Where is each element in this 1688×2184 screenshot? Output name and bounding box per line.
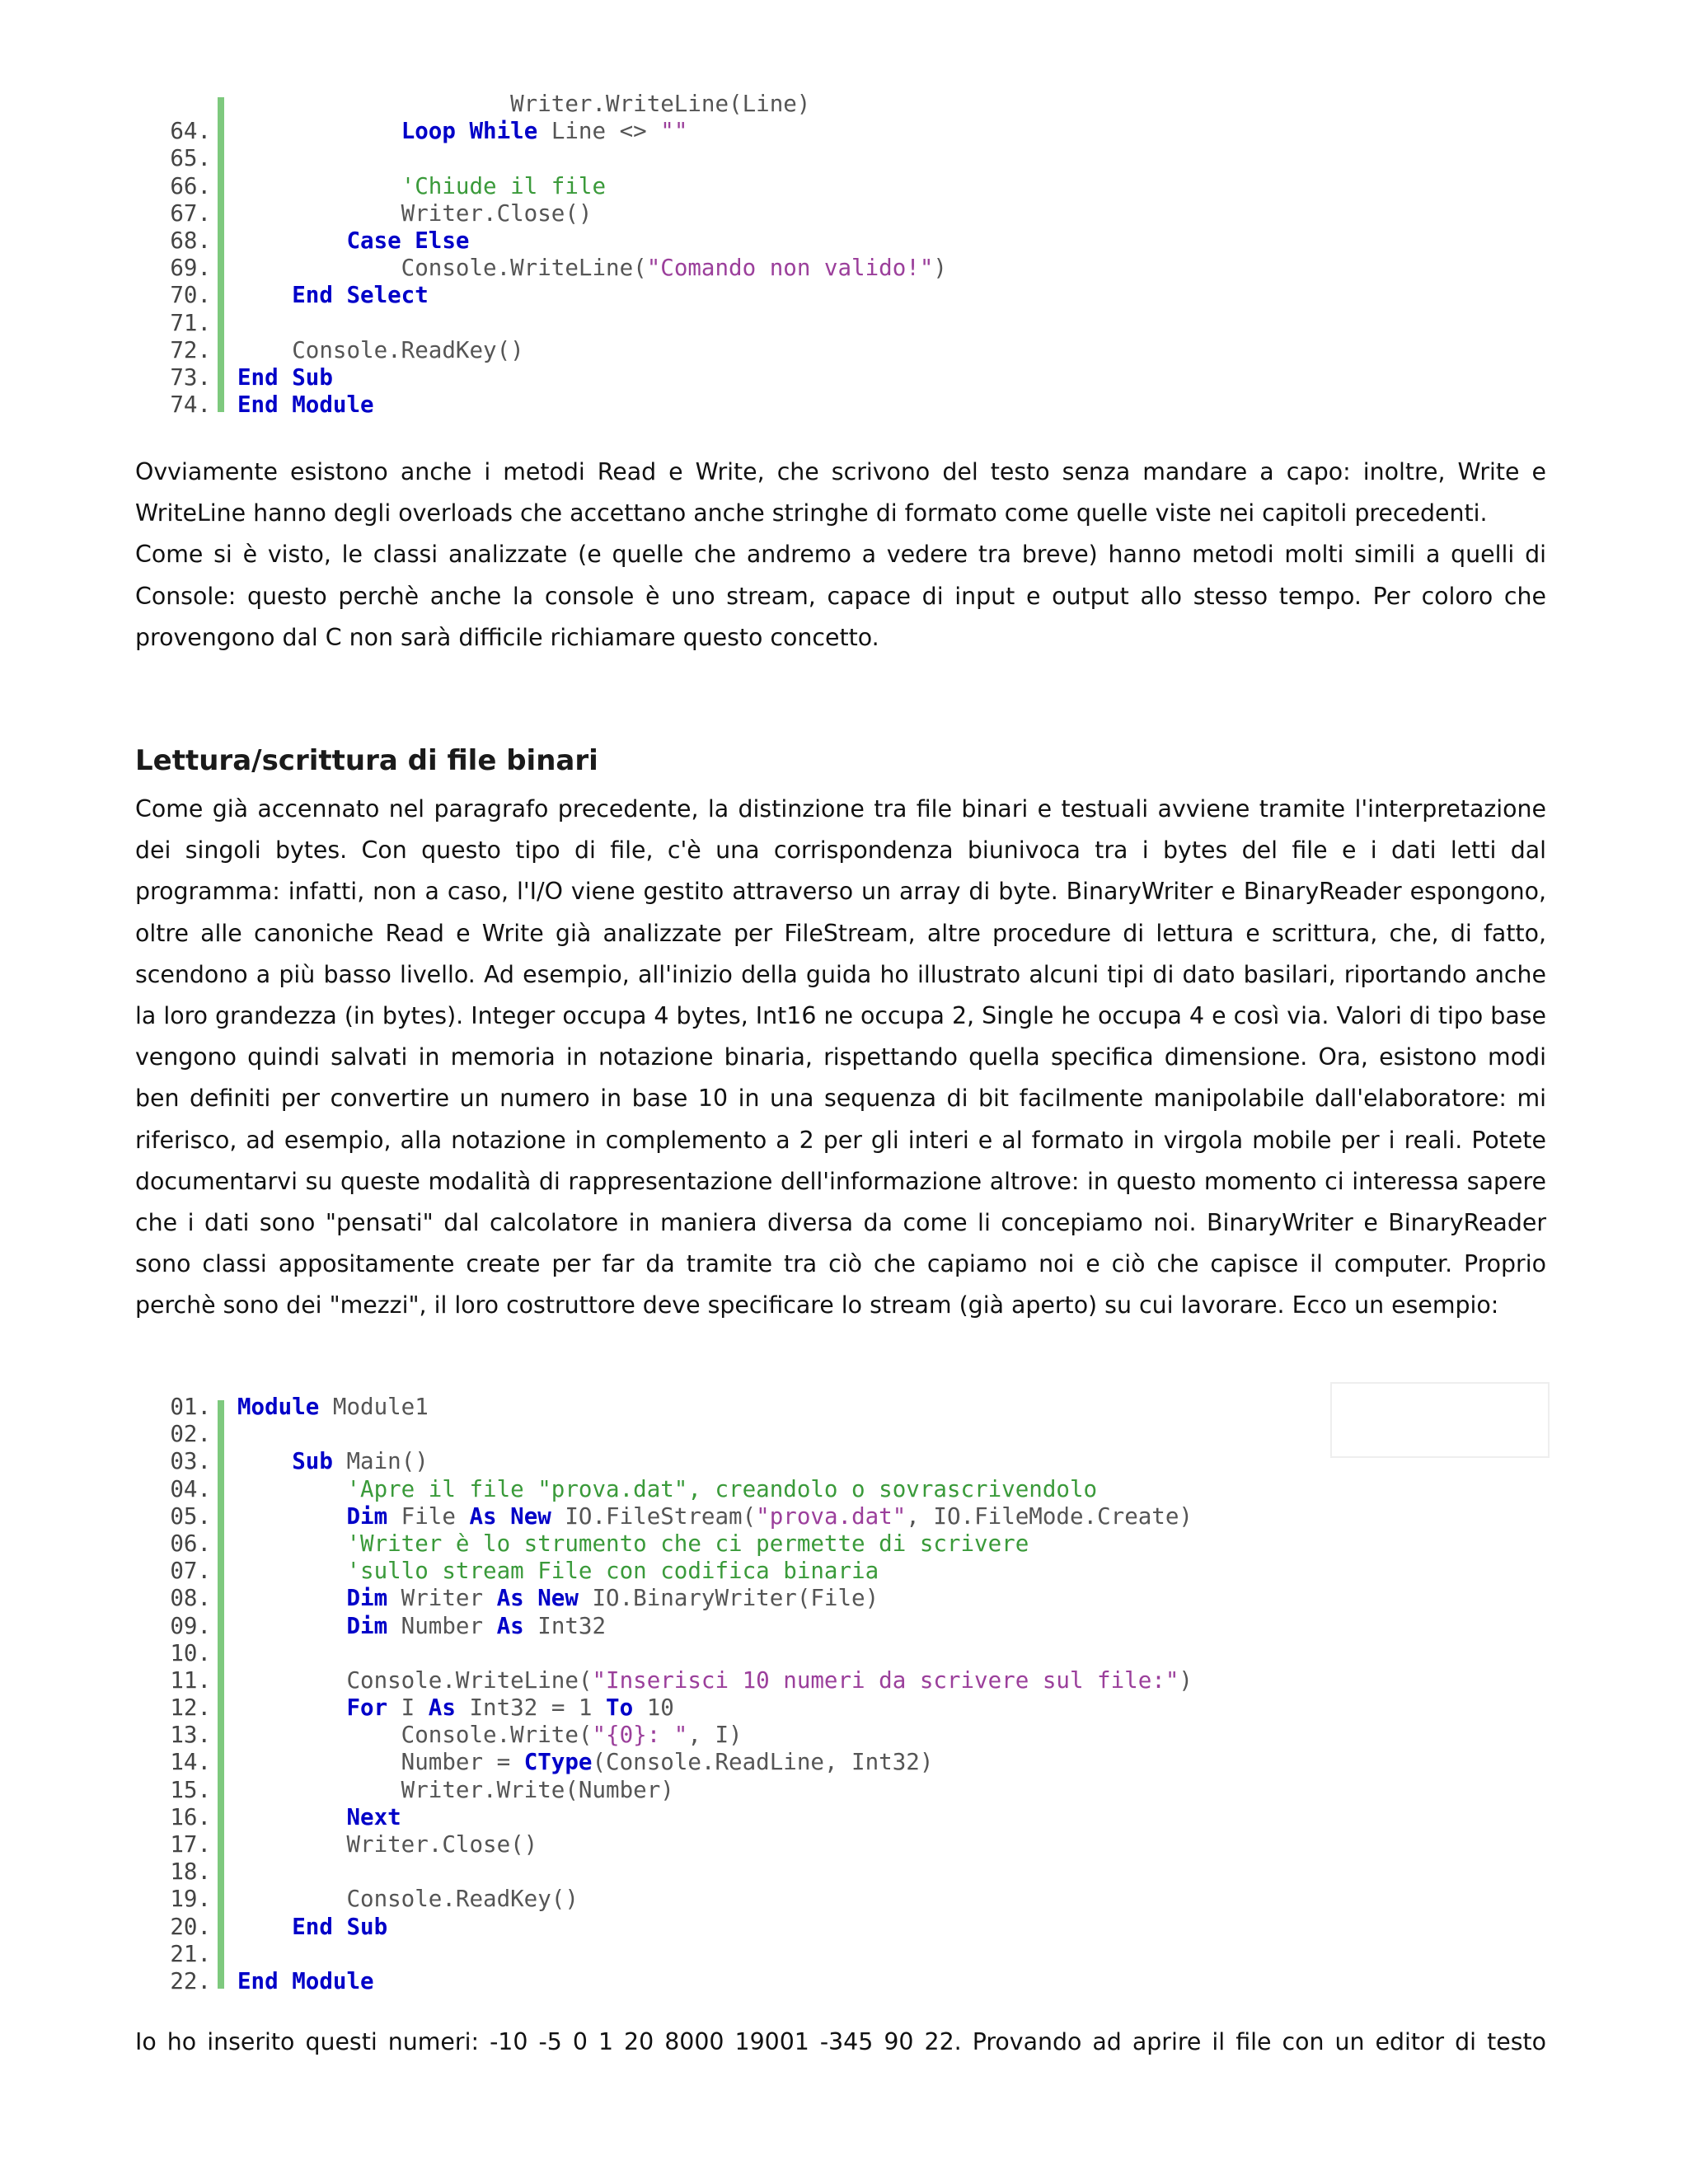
code-line <box>135 1558 1546 1585</box>
code-token <box>237 173 401 199</box>
line-number: 12. <box>170 1694 211 1722</box>
section-heading: Lettura/scrittura di file binari <box>135 744 598 777</box>
code-line <box>135 310 947 337</box>
code-token: Number = <box>237 1749 524 1776</box>
code-string: "{0}: " <box>592 1722 688 1749</box>
line-number: 65. <box>170 145 211 172</box>
code-text <box>211 227 469 255</box>
code-text <box>211 1476 1097 1503</box>
code-lines <box>135 1394 1546 1995</box>
code-token: (Console.ReadLine, Int32) <box>592 1749 934 1776</box>
code-text <box>211 173 606 200</box>
code-line <box>135 145 947 172</box>
code-token <box>237 1558 346 1584</box>
code-text <box>211 145 237 172</box>
line-number: 06. <box>170 1530 211 1557</box>
code-text <box>211 1777 674 1804</box>
code-text <box>211 1394 429 1421</box>
code-text <box>211 1448 429 1475</box>
code-line <box>135 1831 1546 1858</box>
code-text <box>211 1585 879 1612</box>
code-token: Number <box>387 1612 497 1639</box>
line-number: 11. <box>170 1666 211 1694</box>
code-line <box>135 1694 1546 1722</box>
line-number: 01. <box>170 1394 211 1420</box>
line-number: 69. <box>170 255 211 282</box>
code-token: Int32 <box>523 1612 607 1639</box>
code-token: Console.ReadKey() <box>237 1886 579 1913</box>
line-number: 19. <box>170 1886 211 1913</box>
line-number: 18. <box>170 1858 211 1886</box>
code-token: Int32 = 1 <box>455 1694 607 1722</box>
code-text <box>211 282 429 309</box>
code-line <box>135 1503 1546 1530</box>
code-token <box>237 1530 346 1557</box>
line-number: 17. <box>170 1831 211 1858</box>
line-number: 66. <box>170 172 211 199</box>
code-keyword: Sub <box>292 1448 333 1475</box>
code-token <box>237 1503 346 1530</box>
code-line <box>135 1941 1546 1968</box>
code-string: "Comando non valido!" <box>646 255 934 282</box>
code-keyword: Loop While <box>401 118 538 145</box>
code-line <box>135 1530 1546 1558</box>
code-keyword: Dim <box>346 1612 388 1639</box>
code-line <box>135 173 947 200</box>
code-line <box>135 1858 1546 1886</box>
code-text <box>211 1858 237 1886</box>
line-number: 03. <box>170 1448 211 1475</box>
code-lines <box>135 91 947 419</box>
code-keyword: Module <box>237 1394 320 1420</box>
code-token: , I) <box>687 1722 743 1749</box>
line-number: 71. <box>170 309 211 336</box>
code-line <box>135 1914 1546 1941</box>
line-number: 70. <box>170 282 211 309</box>
paragraph: Io ho inserito questi numeri: -10 -5 0 1 20 8000 19001 -345 90 22. Provando ad aprire il file con un editor di testo <box>135 2028 1546 2055</box>
code-token <box>237 1448 292 1474</box>
code-keyword: End Sub <box>292 1913 388 1940</box>
code-keyword: To <box>606 1694 634 1722</box>
code-text <box>211 1941 237 1968</box>
line-number: 07. <box>170 1558 211 1585</box>
code-text <box>211 1831 537 1858</box>
code-token <box>237 282 292 308</box>
code-text <box>211 118 687 145</box>
code-line <box>135 1476 1546 1503</box>
code-token: Writer.WriteLine(Line) <box>237 91 811 117</box>
code-line <box>135 1667 1546 1694</box>
code-keyword: As <box>428 1694 456 1722</box>
code-token <box>237 1694 346 1721</box>
code-line <box>135 1613 1546 1640</box>
code-text <box>211 1914 387 1941</box>
code-text <box>211 200 592 227</box>
code-text <box>211 1421 237 1448</box>
code-line <box>135 1804 1546 1831</box>
code-line <box>135 255 947 282</box>
code-text <box>211 391 374 419</box>
code-text <box>211 1749 933 1776</box>
code-line <box>135 118 947 145</box>
code-text <box>211 1530 1029 1558</box>
code-gutter-bar <box>218 1400 224 1989</box>
code-token: Line <> <box>537 118 661 145</box>
line-number: 74. <box>170 391 211 419</box>
code-line <box>135 227 947 255</box>
line-number: 02. <box>170 1421 211 1448</box>
code-line <box>135 1585 1546 1612</box>
code-token: Console.ReadKey() <box>237 336 524 363</box>
line-number: 13. <box>170 1722 211 1749</box>
code-keyword: Dim <box>346 1585 388 1612</box>
paragraph-group <box>135 789 1546 1327</box>
code-token: IO.BinaryWriter(File) <box>578 1585 879 1612</box>
line-number: 09. <box>170 1612 211 1639</box>
code-text <box>211 310 237 337</box>
code-token: IO.FileStream( <box>551 1502 757 1530</box>
code-token: ) <box>1179 1666 1193 1694</box>
code-line <box>135 282 947 309</box>
code-line <box>135 337 947 364</box>
code-line <box>135 200 947 227</box>
code-text <box>211 1722 743 1749</box>
code-token <box>237 1804 346 1830</box>
code-line <box>135 1722 1546 1749</box>
code-keyword: Next <box>346 1803 401 1830</box>
line-number: 72. <box>170 336 211 363</box>
paragraph-group <box>135 2022 1546 2063</box>
code-text <box>211 1667 1193 1694</box>
code-string: "Inserisci 10 numeri da scrivere sul file:" <box>592 1666 1179 1694</box>
code-text <box>211 1558 879 1585</box>
code-line <box>135 1749 1546 1776</box>
code-token: Console.Write( <box>237 1722 593 1749</box>
code-line <box>135 91 947 118</box>
code-token: Writer <box>387 1585 497 1612</box>
code-token: Module1 <box>319 1394 429 1420</box>
line-number: 04. <box>170 1475 211 1502</box>
code-token: Writer.Write(Number) <box>237 1776 674 1803</box>
line-number: 14. <box>170 1749 211 1776</box>
code-keyword: CType <box>523 1749 593 1776</box>
line-number: 10. <box>170 1639 211 1666</box>
code-string: "prova.dat" <box>756 1502 907 1530</box>
line-number: 16. <box>170 1803 211 1830</box>
code-keyword: End Module <box>237 1967 374 1994</box>
line-number: 20. <box>170 1913 211 1940</box>
code-token <box>237 1613 346 1639</box>
code-line <box>135 1777 1546 1804</box>
code-keyword: End Sub <box>237 363 333 391</box>
code-string: "" <box>660 118 688 145</box>
code-line <box>135 1968 1546 1995</box>
code-comment: 'sullo stream File con codifica binaria <box>346 1558 879 1585</box>
code-text <box>211 255 947 282</box>
code-token: 10 <box>633 1694 674 1722</box>
code-token <box>237 118 401 144</box>
line-number: 22. <box>170 1967 211 1994</box>
code-line <box>135 391 947 419</box>
code-token: Writer.Close() <box>237 199 593 227</box>
code-text <box>211 1503 1193 1530</box>
code-text <box>211 1886 579 1913</box>
code-text <box>211 91 810 118</box>
line-number: 64. <box>170 118 211 145</box>
code-token: Main() <box>332 1448 429 1475</box>
paragraph: Ovviamente esistono anche i metodi Read e Write, che scrivono del testo senza mandare a capo: inoltre, Write e WriteLine hanno degli overloads che accettano anche stringhe di formato come quelle viste nei capitoli precedenti. <box>135 458 1546 527</box>
code-keyword: As <box>496 1612 524 1639</box>
code-gutter-bar <box>218 97 224 412</box>
code-token: Writer.Close() <box>237 1831 538 1858</box>
line-number: 05. <box>170 1502 211 1530</box>
line-number: 73. <box>170 363 211 391</box>
code-token <box>237 1914 292 1940</box>
code-token: I <box>387 1694 429 1722</box>
code-token <box>237 227 346 254</box>
code-keyword: End Select <box>292 282 429 309</box>
line-number: 15. <box>170 1776 211 1803</box>
paragraph: Come si è visto, le classi analizzate (e quelle che andremo a vedere tra breve) hanno metodi molti simili a quelli di Console: questo perchè anche la console è uno stream, capace di input e output allo stesso tempo. Per coloro che provengono dal C non sarà difficile richiamare questo concetto. <box>135 541 1546 651</box>
line-number: 68. <box>170 227 211 254</box>
line-number: 67. <box>170 199 211 227</box>
code-token: File <box>387 1502 470 1530</box>
code-keyword: Case Else <box>346 227 470 254</box>
code-token <box>237 1585 346 1611</box>
line-number: 21. <box>170 1940 211 1967</box>
code-line <box>135 1640 1546 1667</box>
line-number: 08. <box>170 1585 211 1612</box>
empty-placeholder-box <box>1330 1382 1550 1458</box>
code-keyword: As New <box>496 1585 579 1612</box>
code-text <box>211 1613 606 1640</box>
code-text <box>211 364 333 391</box>
code-text <box>211 1804 401 1831</box>
code-comment: 'Apre il file "prova.dat", creandolo o sovrascrivendolo <box>346 1475 1098 1502</box>
code-text <box>211 1968 374 1995</box>
code-line <box>135 1886 1546 1913</box>
code-block <box>135 1394 1546 1995</box>
code-keyword: End Module <box>237 391 374 419</box>
code-token: , IO.FileMode.Create) <box>906 1502 1193 1530</box>
code-token <box>237 1476 346 1502</box>
code-text <box>211 337 524 364</box>
paragraph-group <box>135 452 1546 658</box>
code-keyword: Dim <box>346 1502 388 1530</box>
code-comment: 'Chiude il file <box>401 172 607 199</box>
code-token: Console.WriteLine( <box>237 255 647 282</box>
code-keyword: For <box>346 1694 388 1722</box>
code-keyword: As New <box>469 1502 551 1530</box>
line-number <box>135 91 211 118</box>
code-block <box>135 91 947 419</box>
code-comment: 'Writer è lo strumento che ci permette di scrivere <box>346 1530 1029 1557</box>
code-text <box>211 1640 237 1667</box>
code-text <box>211 1694 674 1722</box>
paragraph: Come già accennato nel paragrafo precedente, la distinzione tra file binari e testuali avviene tramite l'interpretazione dei singoli bytes. Con questo tipo di file, c'è una corrispondenza biunivoca tra i bytes del file e i dati letti dal programma: infatti, non a caso, l'I/O viene gestito attraverso un array di byte. BinaryWriter e BinaryReader espongono, oltre alle canoniche Read e Write già analizzate per FileStream, altre procedure di lettura e scrittura, che, di fatto, scendono a più basso livello. Ad esempio, all'inizio della guida ho illustrato alcuni tipi di dato basilari, riportando anche la loro grandezza (in bytes). Integer occupa 4 bytes, Int16 ne occupa 2, Single he occupa 4 e così via. Valori di tipo base vengono quindi salvati in memoria in notazione binaria, rispettando quella specifica dimensione. Ora, esistono modi ben definiti per convertire un numero in base 10 in una sequenza di bit facilmente manipolabile dall'elaboratore: mi riferisco, ad esempio, alla notazione in complemento a 2 per gli interi e al formato in virgola mobile per i reali. Potete documentarvi su queste modalità di rappresentazione dell'informazione altrove: in questo momento ci interessa sapere che i dati sono "pensati" dal calcolatore in maniera diversa da come li concepiamo noi. BinaryWriter e BinaryReader sono classi appositamente create per far da tramite tra ciò che capiamo noi e ciò che capisce il computer. Proprio perchè sono dei "mezzi", il loro costruttore deve specificare lo stream (già aperto) su cui lavorare. Ecco un esempio: <box>135 795 1546 1319</box>
code-token: Console.WriteLine( <box>237 1666 593 1694</box>
code-line <box>135 364 947 391</box>
code-token: ) <box>933 255 947 282</box>
